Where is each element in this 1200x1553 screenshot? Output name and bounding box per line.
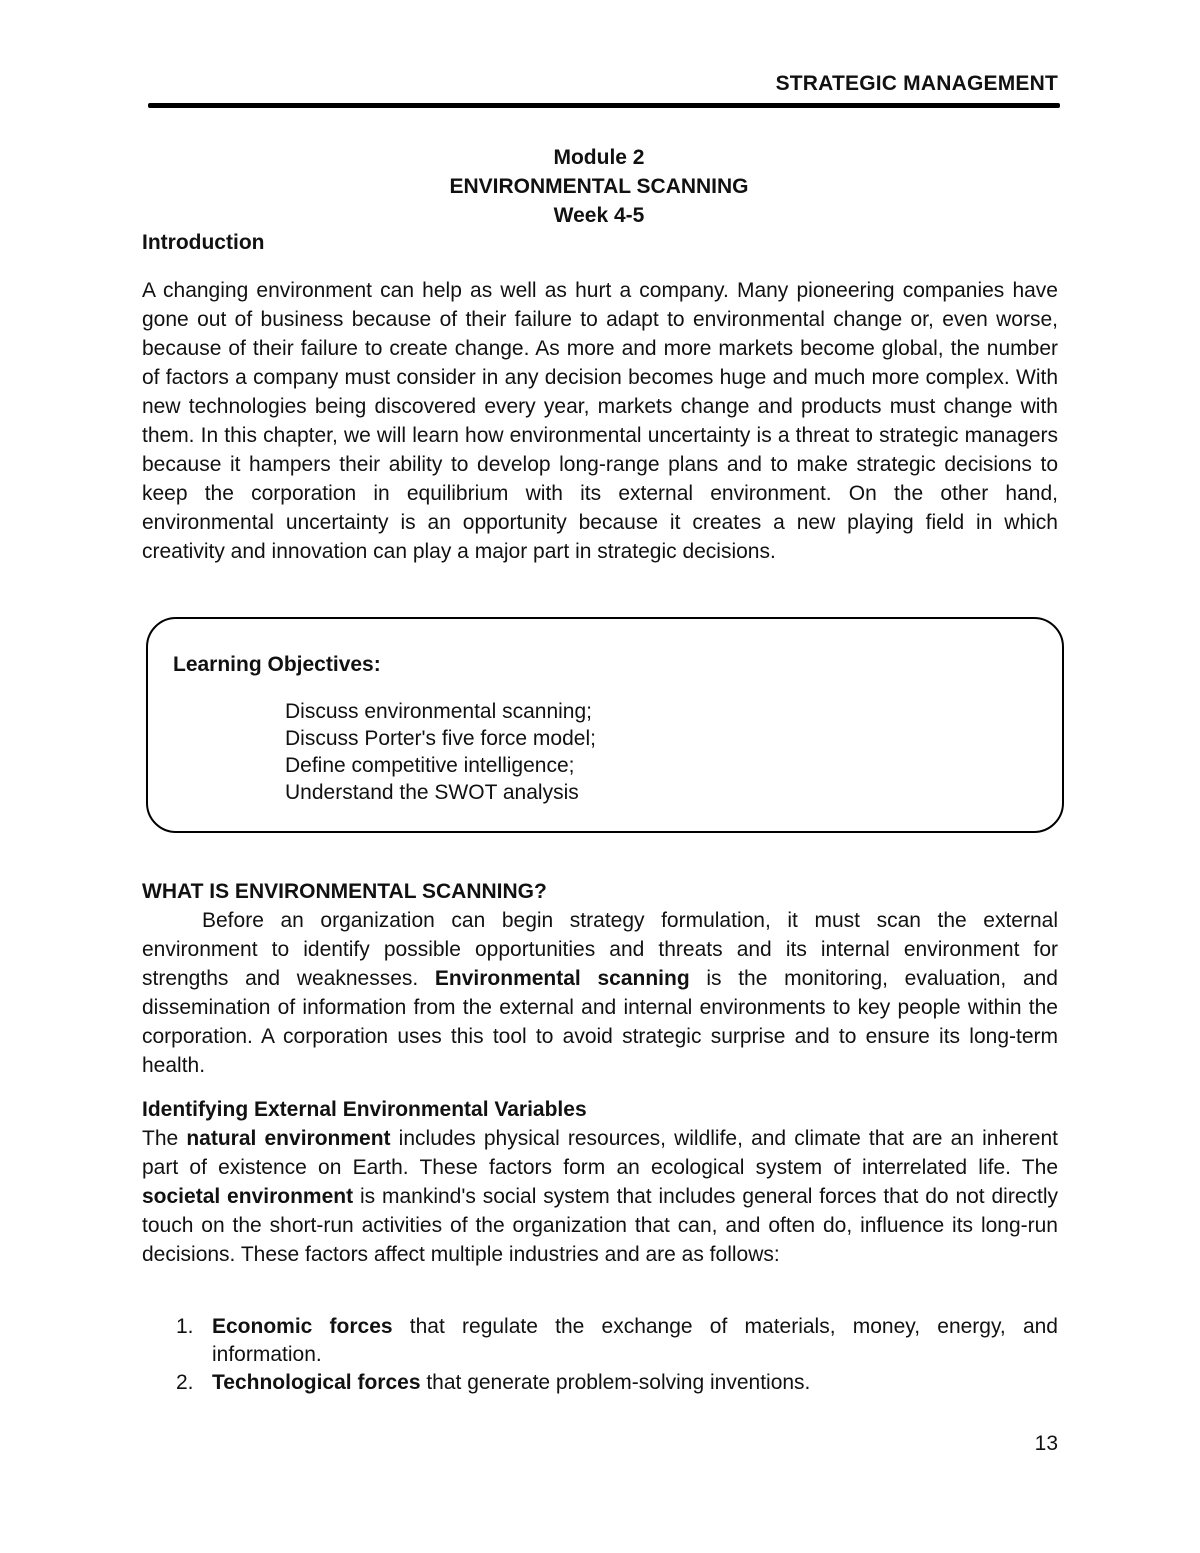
page-number: 13 xyxy=(1034,1432,1058,1455)
bold-term: Economic forces xyxy=(212,1315,393,1338)
bold-term: societal environment xyxy=(142,1185,354,1208)
running-header: STRATEGIC MANAGEMENT xyxy=(775,72,1058,95)
bold-term: Environmental scanning xyxy=(434,967,690,990)
objective-item: Discuss Porter's five force model; xyxy=(285,727,596,750)
header-rule xyxy=(148,103,1060,108)
list-item xyxy=(142,1369,1058,1397)
paragraph-text: includes physical resources, wildlife, and climate that are an inherent part of existence on Earth. These factors form an ecological system of interrelated life. The xyxy=(142,1127,1058,1179)
external-variables-paragraph xyxy=(142,1124,1058,1269)
societal-forces-list xyxy=(142,1313,1058,1397)
list-number: 2. xyxy=(176,1371,194,1394)
objective-item: Understand the SWOT analysis xyxy=(285,781,579,804)
paragraph-text: The xyxy=(142,1127,187,1150)
list-item xyxy=(142,1313,1058,1369)
module-topic: ENVIRONMENTAL SCANNING xyxy=(449,175,749,198)
introduction-paragraph: A changing environment can help as well as hurt a company. Many pioneering companies have gone out of business because of their failure to adapt to environmental change or, even worse, because of their failure to create change. As more and more markets become global, the number of factors a company must consider in any decision becomes huge and much more complex. With new technologies being discovered every year, markets change and products must change with them. In this chapter, we will learn how environmental uncertainty is a threat to strategic managers because it hampers their ability to develop long-range plans and to make strategic decisions to keep the corporation in equilibrium with its external environment. On the other hand, environmental uncertainty is an opportunity because it creates a new playing field in which creativity and innovation can play a major part in strategic decisions. xyxy=(142,279,1058,563)
paragraph-text: is the monitoring, evaluation, and dissemination of information from the external and internal environments to key people within the corporation. A corporation uses this tool to avoid strategic surprise and to ensure its long-term health. xyxy=(142,967,1058,1077)
what-is-scanning-heading: WHAT IS ENVIRONMENTAL SCANNING? xyxy=(142,880,547,903)
objective-item: Define competitive intelligence; xyxy=(285,754,575,777)
bold-term: natural environment xyxy=(186,1127,391,1150)
learning-objectives-list xyxy=(285,698,596,806)
module-week: Week 4-5 xyxy=(553,204,645,227)
objective-item: Discuss environmental scanning; xyxy=(285,700,592,723)
paragraph-text: Before an organization can begin strategy formulation, it must scan the external environment to identify possible opportunities and threats and its internal environment for strengths and weaknesses. xyxy=(142,909,1058,990)
paragraph-text: is mankind's social system that includes general forces that do not directly touch on the short-run activities of the organization that can, and often do, influence its long-run decisions. These factors affect multiple industries and are as follows: xyxy=(142,1185,1059,1266)
learning-objectives-title: Learning Objectives: xyxy=(173,653,381,676)
list-text: that generate problem-solving inventions. xyxy=(420,1371,811,1394)
what-is-scanning-paragraph xyxy=(142,906,1058,1080)
learning-objectives-box xyxy=(146,617,1064,833)
list-text: that regulate the exchange of materials, money, energy, and information. xyxy=(212,1315,1058,1366)
introduction-heading: Introduction xyxy=(142,231,265,254)
external-variables-heading: Identifying External Environmental Variables xyxy=(142,1098,587,1121)
module-number: Module 2 xyxy=(553,146,645,169)
module-titles xyxy=(148,143,1050,230)
bold-term: Technological forces xyxy=(212,1371,421,1394)
list-number: 1. xyxy=(176,1315,194,1338)
